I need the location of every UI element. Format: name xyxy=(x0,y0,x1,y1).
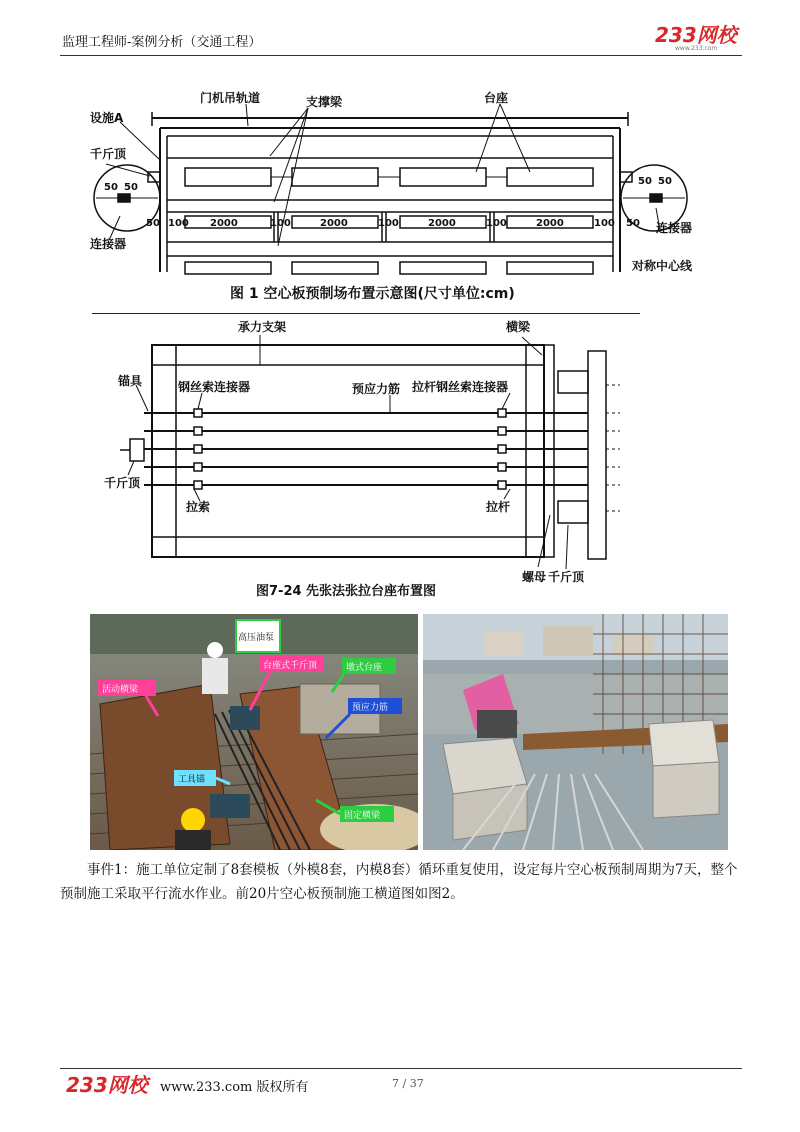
label-pedestal: 台座 xyxy=(484,91,509,105)
tag-hydraulic-pump: 高压油泵 xyxy=(238,633,275,643)
label-rod-wire-connector: 拉杆钢丝索连接器 xyxy=(412,380,509,394)
tag-pedestal-jack: 台座式千斤顶 xyxy=(263,661,318,671)
dim-2000-3: 2000 xyxy=(428,218,456,229)
label-jack-left: 千斤顶 xyxy=(104,476,141,490)
label-anchor: 锚具 xyxy=(118,374,143,388)
photo-tensioning-site xyxy=(90,614,418,850)
dim-2000-4: 2000 xyxy=(536,218,564,229)
label-jack-right: 千斤顶 xyxy=(548,570,585,584)
dim-50-d: 50 xyxy=(658,176,672,187)
label-jack: 千斤顶 xyxy=(90,147,127,161)
tag-prestress: 预应力筋 xyxy=(352,703,389,713)
footer-site: www.233.com 版权所有 xyxy=(160,1080,309,1095)
dim-100-5: 100 xyxy=(594,218,615,229)
dim-100-3: 100 xyxy=(378,218,399,229)
header-divider xyxy=(60,55,742,56)
tag-pier-pedestal: 墩式台座 xyxy=(346,663,383,673)
label-facility-a: 设施A xyxy=(90,111,124,125)
header-logo xyxy=(653,22,745,52)
header-logo-sub: www.233.com xyxy=(675,45,718,52)
dim-50-a: 50 xyxy=(104,182,118,193)
figure-1-caption: 图 1 空心板预制场布置示意图(尺寸单位:cm) xyxy=(230,286,515,302)
dim-100-4: 100 xyxy=(486,218,507,229)
label-connector-right: 连接器 xyxy=(656,221,693,235)
label-wire-connector: 钢丝索连接器 xyxy=(178,380,251,394)
tag-movable-beam: 活动横梁 xyxy=(102,685,139,695)
tag-tool-anchor: 工具锚 xyxy=(178,775,206,785)
dim-50-right: 50 xyxy=(626,218,640,229)
dim-100-1: 100 xyxy=(168,218,189,229)
label-connector-left: 连接器 xyxy=(90,237,127,251)
dim-2000-1: 2000 xyxy=(210,218,238,229)
page-number: 7 / 37 xyxy=(392,1077,424,1090)
footer-logo xyxy=(64,1072,156,1098)
header-logo-text: 233网校 xyxy=(655,23,737,47)
label-pull-rod: 拉杆 xyxy=(486,500,511,514)
figure-separator xyxy=(92,313,640,314)
dim-2000-2: 2000 xyxy=(320,218,348,229)
tag-fixed-beam: 固定横梁 xyxy=(344,811,381,821)
dim-50-c: 50 xyxy=(638,176,652,187)
photo-pedestal-blocks xyxy=(423,614,728,850)
figure-2-caption: 图7-24 先张法张拉台座布置图 xyxy=(256,584,437,599)
label-prestress-tendon: 预应力筋 xyxy=(352,382,401,396)
event-paragraph: 事件1：施工单位定制了8套模板（外模8套，内模8套）循环重复使用，设定每片空心板预制周期为7天，整个预制施工采取平行流水作业。前20片空心板预制施工横道图如图2。 xyxy=(60,862,738,902)
label-tension-cable: 拉索 xyxy=(186,500,211,514)
label-gantry-track: 门机吊轨道 xyxy=(200,91,261,105)
dim-50-b: 50 xyxy=(124,182,138,193)
dim-100-2: 100 xyxy=(270,218,291,229)
label-cross-beam: 横梁 xyxy=(506,320,531,334)
label-bearing-frame: 承力支架 xyxy=(238,320,287,334)
label-symmetry-line: 对称中心线 xyxy=(632,259,693,273)
label-support-beam: 支撑梁 xyxy=(306,95,343,109)
dim-50-left: 50 xyxy=(146,218,160,229)
footer-divider xyxy=(60,1068,742,1069)
label-nut: 螺母 xyxy=(522,570,547,584)
footer-logo-text: 233网校 xyxy=(66,1073,148,1097)
figure-1-layout-diagram xyxy=(60,80,740,310)
header-title: 监理工程师-案例分析（交通工程） xyxy=(62,35,262,50)
figure-2-tension-diagram xyxy=(90,315,650,605)
